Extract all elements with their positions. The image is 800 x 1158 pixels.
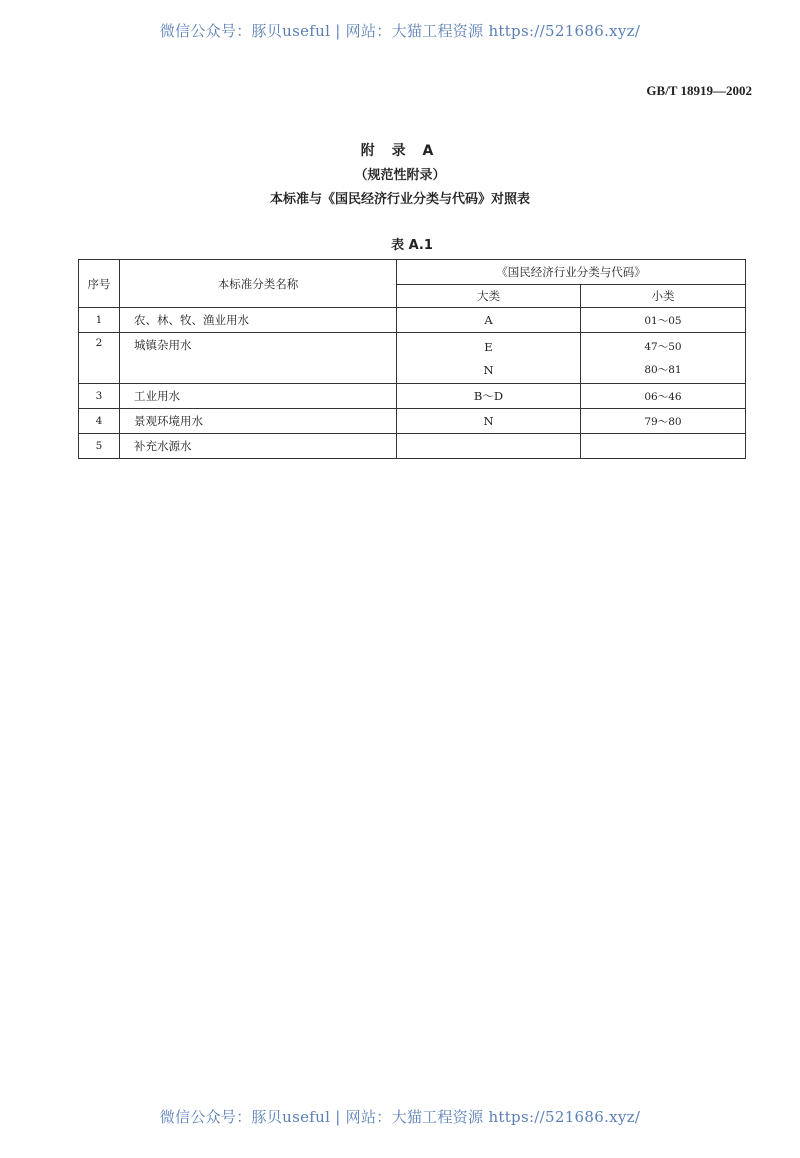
appendix-title: 附 录 A [360,143,440,159]
cell-minor [581,434,746,459]
cell-seq: 3 [79,384,120,409]
cell-major [397,333,581,384]
cell-major [397,434,581,459]
cell-name: 工业用水 [120,384,397,409]
header-major: 大类 [397,285,581,308]
cell-major: B～D [397,384,581,409]
cell-seq: 5 [79,434,120,459]
cell-name: 农、林、牧、渔业用水 [120,308,397,333]
cell-minor: 01～05 [581,308,746,333]
cell-name: 补充水源水 [120,434,397,459]
watermark-bottom: 微信公众号：豚贝useful | 网站：大猫工程资源 https://521686.xyz/ [159,1108,641,1126]
cell-name: 城镇杂用水 [120,333,397,384]
cell-seq: 4 [79,409,120,434]
cell-minor-value: 80～81 [644,364,682,376]
cell-major: N [397,409,581,434]
header-seq: 序号 [79,260,120,308]
classification-table [78,259,746,459]
table-row [79,308,746,333]
appendix-note: （规范性附录） [354,168,446,183]
cell-major-value: N [483,362,494,377]
cell-major-value: E [484,339,493,354]
cell-minor [581,333,746,384]
table-caption: 表 A.1 [391,238,433,253]
appendix-subtitle: 本标准与《国民经济行业分类与代码》对照表 [269,192,530,207]
cell-minor: 06～46 [581,384,746,409]
cell-major: A [397,308,581,333]
watermark-top: 微信公众号：豚贝useful | 网站：大猫工程资源 https://521686.xyz/ [159,22,641,40]
header-group: 《国民经济行业分类与代码》 [397,260,746,285]
standard-code: GB/T 18919—2002 [646,83,752,98]
table-row [79,409,746,434]
cell-seq: 2 [79,333,120,384]
table-row [79,333,746,384]
cell-minor: 79～80 [581,409,746,434]
header-name: 本标准分类名称 [120,260,397,308]
cell-minor-value: 47～50 [644,341,682,353]
cell-seq: 1 [79,308,120,333]
table-header-row [79,260,746,285]
table-row [79,434,746,459]
cell-name: 景观环境用水 [120,409,397,434]
table-row [79,384,746,409]
header-minor: 小类 [581,285,746,308]
